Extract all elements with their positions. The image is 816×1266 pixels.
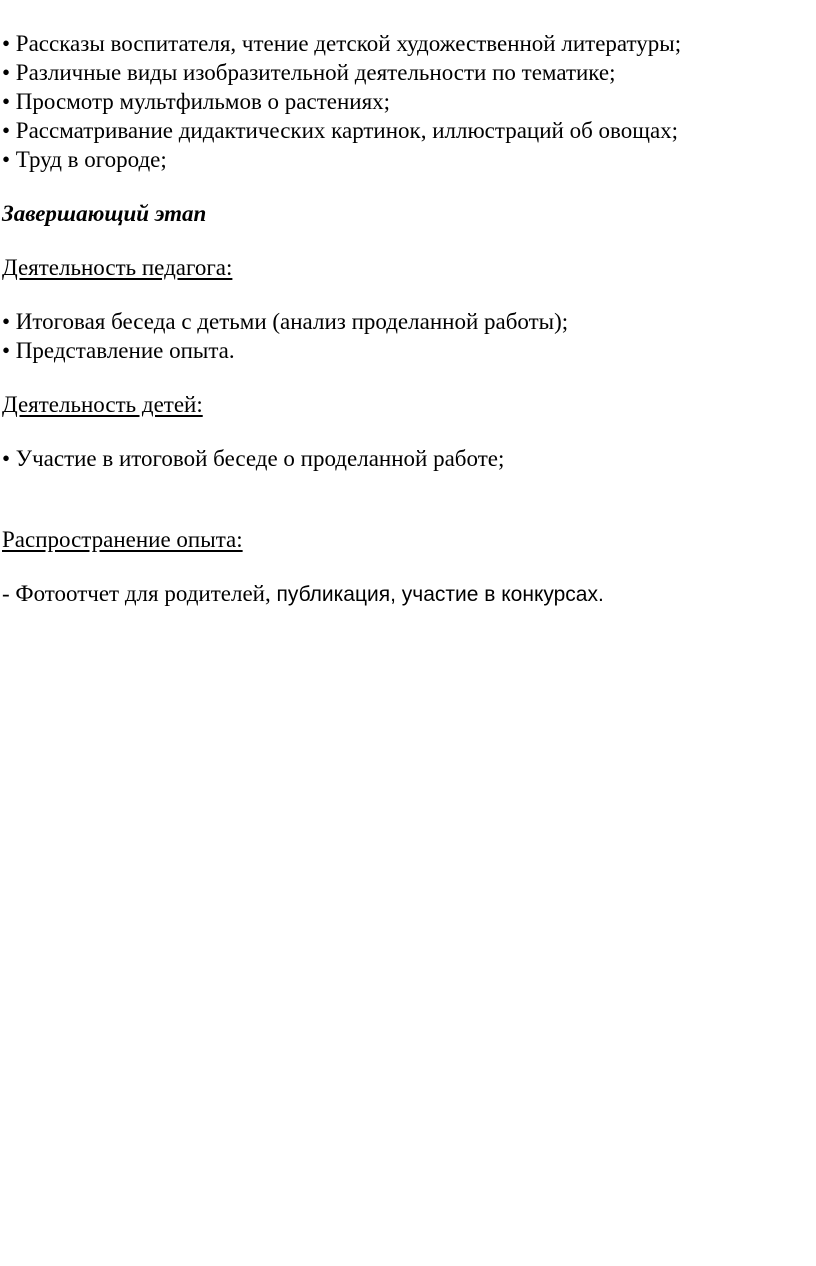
final-stage-heading: Завершающий этап	[2, 201, 207, 226]
list-item: • Итоговая беседа с детьми (анализ проделанной работы);	[2, 309, 569, 334]
activity-list	[2, 29, 816, 174]
teacher-activity-label: Деятельность педагога:	[2, 255, 233, 280]
list-item: • Рассматривание дидактических картинок, иллюстраций об овощах;	[2, 118, 679, 143]
dissemination-text-end: публикация, участие в конкурсах.	[276, 583, 604, 606]
list-item: • Участие в итоговой беседе о проделанной работе;	[2, 446, 505, 471]
list-item: • Различные виды изобразительной деятельности по тематике;	[2, 60, 616, 85]
list-item: • Представление опыта.	[2, 338, 235, 363]
dissemination-text-start: - Фотоотчет для родителей,	[2, 581, 277, 606]
children-activity-list	[2, 444, 816, 473]
list-item: • Просмотр мультфильмов о растениях;	[2, 89, 391, 114]
list-item: • Рассказы воспитателя, чтение детской художественной литературы;	[2, 31, 682, 56]
teacher-activity-list	[2, 307, 816, 365]
dissemination-label: Распространение опыта:	[2, 527, 243, 552]
list-item: • Труд в огороде;	[2, 147, 167, 172]
dissemination-text	[2, 579, 816, 609]
children-activity-label: Деятельность детей:	[2, 392, 203, 417]
